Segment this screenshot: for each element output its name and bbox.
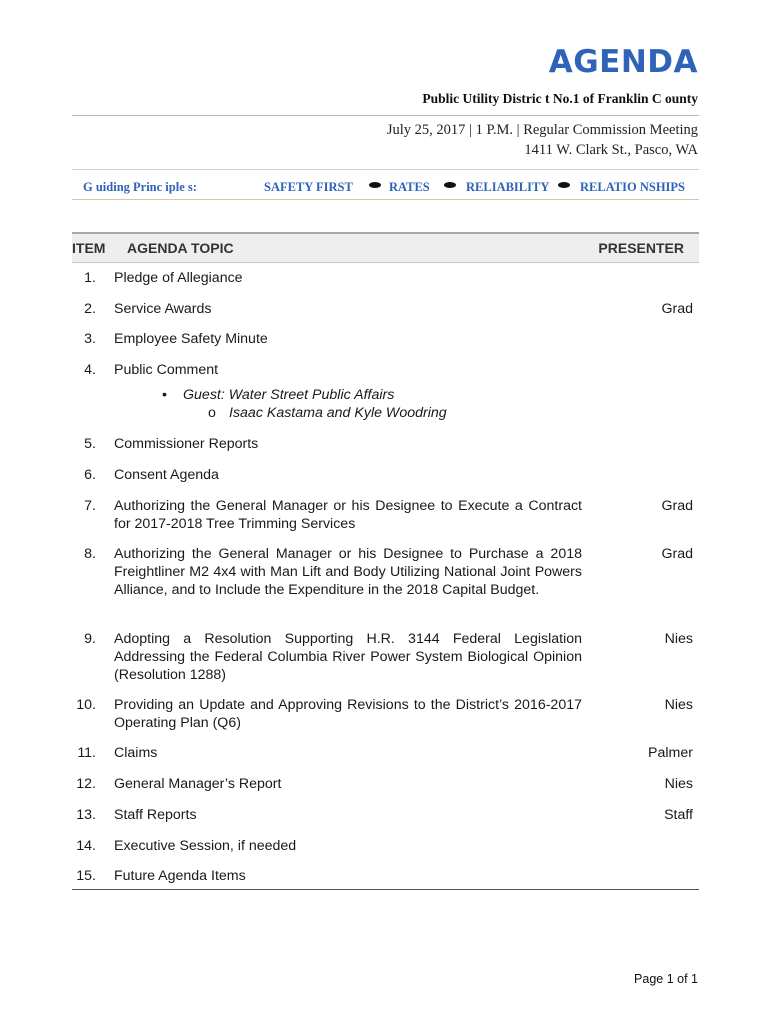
column-agenda-topic: AGENDA TOPIC [127, 240, 234, 256]
organization-name: Public Utility Distric t No.1 of Franklin C ounty [422, 91, 698, 106]
meeting-date-line: July 25, 2017 | 1 P.M. | Regular Commission Meeting [386, 122, 698, 138]
item-number: 2. [84, 301, 96, 317]
item-number: 3. [84, 331, 96, 347]
principle-safety-first: SAFETY FIRST [264, 180, 353, 194]
agenda-table-header [72, 232, 699, 263]
item-presenter: Nies [664, 776, 693, 792]
item-topic: Public Comment [114, 362, 219, 378]
principle-relationships: RELATIO NSHIPS [580, 180, 686, 194]
item-presenter: Grad [661, 301, 693, 317]
guest-line: Guest: Water Street Public Affairs [183, 387, 395, 403]
table-bottom-rule [72, 889, 699, 890]
item-number: 10. [76, 697, 96, 713]
item-number: 8. [84, 546, 96, 562]
agenda-title: AGENDA [548, 44, 698, 80]
item-presenter: Staff [664, 807, 693, 823]
item-presenter: Nies [664, 631, 693, 647]
item-number: 13. [76, 807, 96, 823]
item-number: 14. [76, 838, 96, 854]
separator-dot-icon [558, 182, 570, 188]
principles-label: G uiding Princ iple s: [83, 180, 197, 194]
item-number: 5. [84, 436, 96, 452]
item-presenter: Nies [664, 697, 693, 713]
item-topic: Commissioner Reports [114, 436, 259, 452]
separator-dot-icon [444, 182, 456, 188]
meeting-address-line: 1411 W. Clark St., Pasco, WA [524, 142, 698, 158]
item-topic: Pledge of Allegiance [114, 270, 243, 286]
bullet-icon: • [162, 387, 167, 403]
item-topic: Authorizing the General Manager or his Designee to Execute a Contract for 2017-2018 Tree Trimming Services [114, 498, 582, 532]
item-topic: Employee Safety Minute [114, 331, 268, 347]
meeting-info [387, 120, 698, 160]
item-topic: Authorizing the General Manager or his Designee to Purchase a 2018 Freightliner M2 4x4 with Man Lift and Body Utilizing National Joint Powers Alliance, and to Include the Expenditure in the 2018 Capital Budget. [114, 546, 582, 598]
page-number: Page 1 of 1 [634, 972, 698, 986]
principles-divider [72, 199, 699, 200]
guiding-principles [83, 180, 699, 196]
principle-reliability: RELIABILITY [466, 180, 550, 194]
column-item: ITEM [72, 240, 106, 256]
item-topic: Future Agenda Items [114, 868, 246, 884]
circle-bullet-icon: o [208, 405, 216, 421]
item-number: 7. [84, 498, 96, 514]
item-number: 11. [77, 745, 96, 761]
item-number: 15. [76, 868, 96, 884]
item-number: 1. [84, 270, 96, 286]
item-topic: Adopting a Resolution Supporting H.R. 3144 Federal Legislation Addressing the Federal Columbia River Power System Biological Opinion (Resolution 1288) [114, 631, 582, 683]
column-presenter: PRESENTER [598, 240, 684, 256]
item-presenter: Grad [661, 546, 693, 562]
item-presenter: Grad [661, 498, 693, 514]
item-topic: Executive Session, if needed [114, 838, 297, 854]
item-number: 4. [84, 362, 96, 378]
item-number: 6. [84, 467, 96, 483]
separator-dot-icon [369, 182, 381, 188]
item-number: 9. [84, 631, 96, 647]
guest-names: Isaac Kastama and Kyle Woodring [229, 405, 447, 421]
item-topic: Staff Reports [114, 807, 197, 823]
meeting-divider [72, 169, 699, 170]
item-topic: Providing an Update and Approving Revisions to the District’s 2016-2017 Operating Plan (Q6) [114, 697, 582, 731]
item-number: 12. [76, 776, 96, 792]
item-presenter: Palmer [648, 745, 693, 761]
item-topic: Consent Agenda [114, 467, 219, 483]
item-topic: General Manager’s Report [114, 776, 282, 792]
item-topic: Claims [114, 745, 158, 761]
item-topic: Service Awards [114, 301, 212, 317]
header-divider [72, 115, 699, 116]
principle-rates: RATES [389, 180, 430, 194]
